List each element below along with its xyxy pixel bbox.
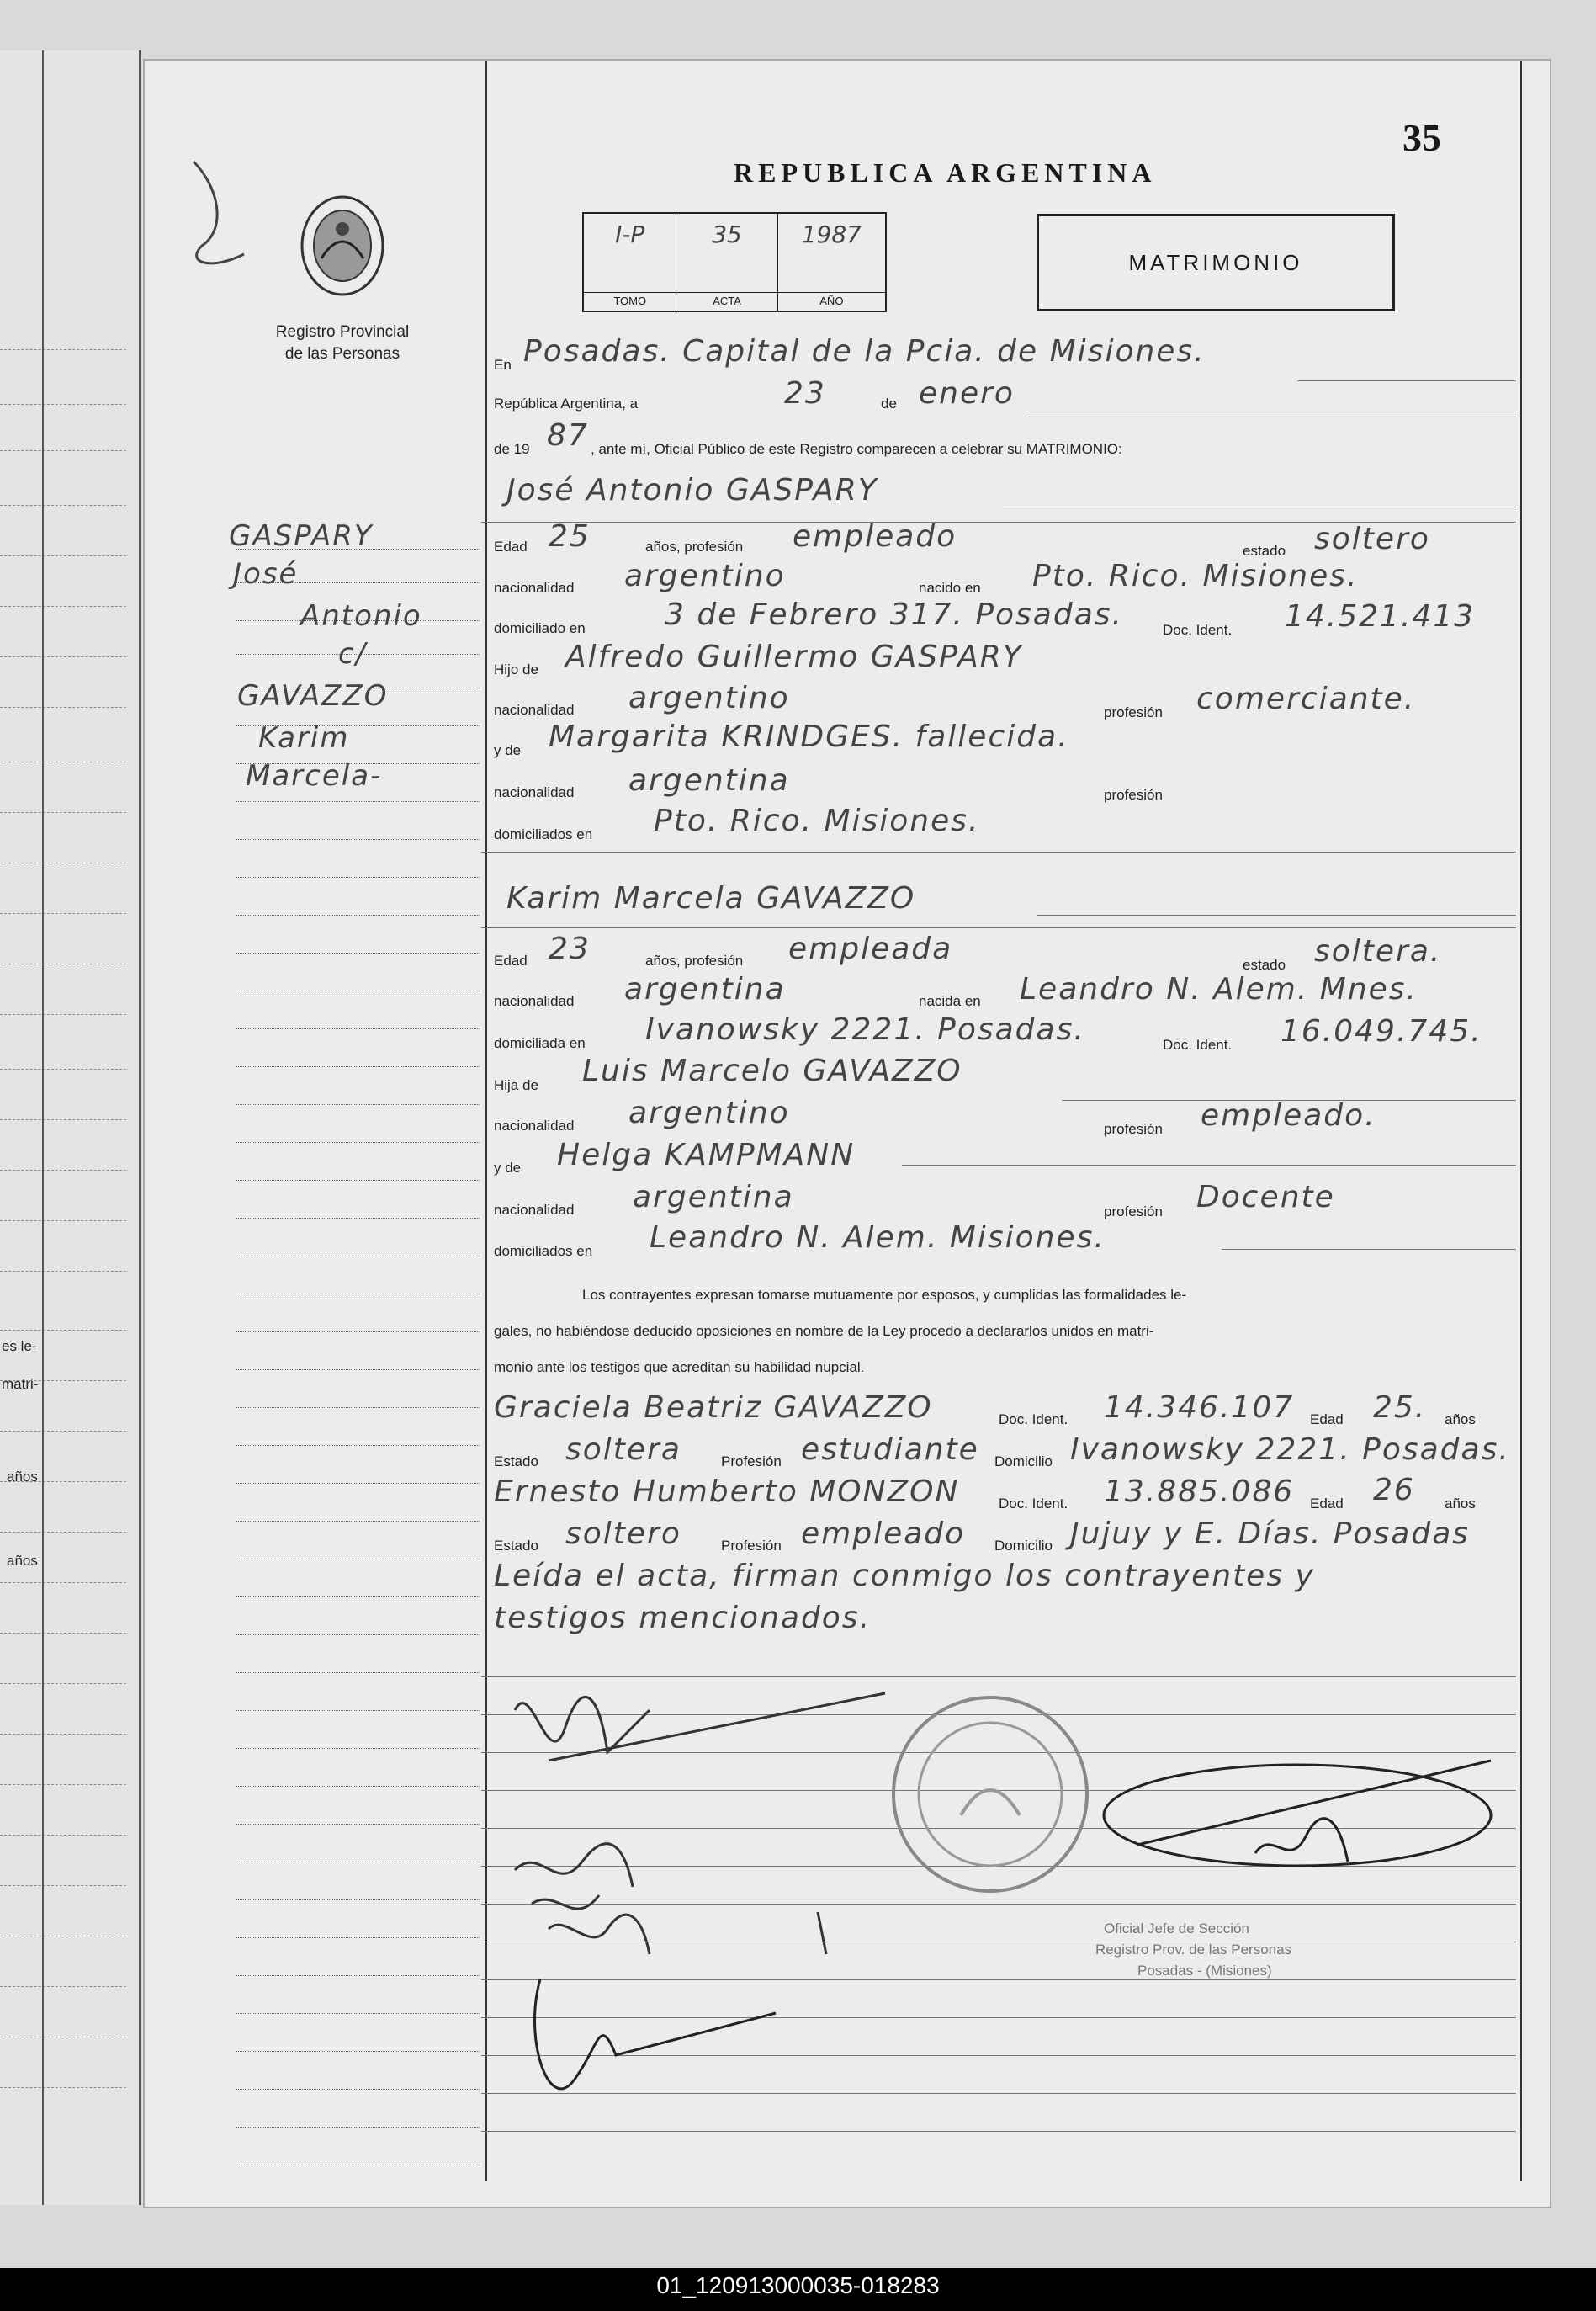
label-domiciliada: domiciliada en bbox=[494, 1035, 586, 1051]
label-estado: Estado bbox=[494, 1538, 538, 1554]
witness2-age: 26 bbox=[1373, 1473, 1415, 1507]
witness2-profession: empleado bbox=[801, 1517, 966, 1551]
official-seal-icon bbox=[885, 1689, 1095, 1899]
label-anos: años bbox=[1445, 1411, 1476, 1427]
bride-mother-name: Helga KAMPMANN bbox=[557, 1138, 856, 1172]
witness2-status: soltero bbox=[565, 1517, 681, 1551]
bride-address: Ivanowsky 2221. Posadas. bbox=[645, 1012, 1085, 1047]
witness2-name: Ernesto Humberto MONZON bbox=[494, 1474, 960, 1509]
label-domiciliados: domiciliados en bbox=[494, 1243, 593, 1259]
bride-document: 16.049.745. bbox=[1281, 1014, 1482, 1049]
label-profesion: profesión bbox=[1104, 1121, 1163, 1137]
day-value: 23 bbox=[784, 376, 826, 411]
bride-birthplace: Leandro N. Alem. Mnes. bbox=[1020, 972, 1418, 1007]
place-value: Posadas. Capital de la Pcia. de Misiones. bbox=[523, 334, 1206, 369]
witness2-document: 13.885.086 bbox=[1104, 1474, 1295, 1509]
label-nacionalidad: nacionalidad bbox=[494, 1202, 575, 1218]
label-doc-ident: Doc. Ident. bbox=[1163, 1037, 1233, 1053]
groom-full-name: José Antonio GASPARY bbox=[506, 473, 878, 507]
tomo-label: TOMO bbox=[584, 292, 676, 307]
groom-father-profession: comerciante. bbox=[1196, 682, 1416, 716]
groom-nationality: argentino bbox=[624, 559, 786, 593]
document-id: 01_120913000035-018283 bbox=[656, 2272, 940, 2298]
acta-label: ACTA bbox=[676, 292, 777, 307]
bride-father-profession: empleado. bbox=[1201, 1098, 1376, 1133]
margin-name-1b: Antonio bbox=[300, 599, 422, 633]
groom-parents-address: Pto. Rico. Misiones. bbox=[654, 804, 980, 838]
label-domicilio: Domicilio bbox=[994, 1538, 1053, 1554]
certificate-page bbox=[143, 59, 1551, 2208]
groom-mother-name: Margarita KRINDGES. fallecida. bbox=[549, 720, 1069, 754]
label-en: En bbox=[494, 357, 512, 373]
label-profesion: Profesión bbox=[721, 1453, 782, 1469]
country-title: REPUBLICA ARGENTINA bbox=[734, 157, 1157, 188]
anio-label: AÑO bbox=[778, 292, 885, 307]
anio-value: 1987 bbox=[801, 220, 862, 248]
groom-father-nationality: argentino bbox=[628, 681, 790, 715]
bride-mother-nationality: argentina bbox=[633, 1180, 794, 1214]
margin-name-2b: Marcela- bbox=[246, 759, 383, 793]
groom-father-name: Alfredo Guillermo GASPARY bbox=[565, 640, 1023, 674]
witness2-address: Jujuy y E. Días. Posadas bbox=[1070, 1517, 1471, 1551]
label-estado: Estado bbox=[494, 1453, 538, 1469]
label-domiciliados: domiciliados en bbox=[494, 826, 593, 842]
record-type: MATRIMONIO bbox=[1128, 249, 1303, 275]
label-nacionalidad: nacionalidad bbox=[494, 784, 575, 800]
bride-profession: empleada bbox=[788, 932, 953, 966]
label-profesion: Profesión bbox=[721, 1538, 782, 1554]
label-profesion: profesión bbox=[1104, 787, 1163, 803]
label-edad: Edad bbox=[494, 539, 528, 555]
registry-name: Registro Provincial de las Personas bbox=[275, 323, 410, 363]
stamp-line-2: Registro Prov. de las Personas bbox=[1095, 1942, 1292, 1958]
label-nacionalidad: nacionalidad bbox=[494, 993, 575, 1009]
closing-line-2: testigos mencionados. bbox=[494, 1601, 872, 1635]
label-domicilio: Domicilio bbox=[994, 1453, 1053, 1469]
preamble-text: , ante mí, Oficial Público de este Registro comparecen a celebrar su MATRIMONIO: bbox=[591, 441, 1122, 457]
label-nacido: nacido en bbox=[919, 580, 981, 596]
stamp-line-1: Oficial Jefe de Sección bbox=[1104, 1921, 1249, 1936]
label-profesion: profesión bbox=[1104, 704, 1163, 720]
label-nacionalidad: nacionalidad bbox=[494, 702, 575, 718]
bride-full-name: Karim Marcela GAVAZZO bbox=[506, 881, 916, 916]
left-page-fragment: matri- bbox=[2, 1376, 39, 1392]
label-de19: de 19 bbox=[494, 441, 530, 457]
witness1-name: Graciela Beatriz GAVAZZO bbox=[494, 1390, 933, 1425]
year-value: 87 bbox=[547, 418, 589, 453]
witness1-age: 25. bbox=[1373, 1390, 1427, 1425]
bride-parents-address: Leandro N. Alem. Misiones. bbox=[650, 1220, 1106, 1255]
declaration-line-3: monio ante los testigos que acreditan su habilidad nupcial. bbox=[494, 1359, 865, 1375]
label-doc-ident: Doc. Ident. bbox=[999, 1496, 1068, 1511]
label-estado: estado bbox=[1243, 957, 1286, 973]
coat-of-arms-icon bbox=[296, 191, 389, 300]
closing-line-1: Leída el acta, firman conmigo los contrayentes y bbox=[494, 1559, 1315, 1593]
witness1-address: Ivanowsky 2221. Posadas. bbox=[1070, 1432, 1510, 1467]
record-reference-box bbox=[582, 212, 887, 312]
margin-surname-1: GASPARY bbox=[229, 519, 374, 553]
bride-age: 23 bbox=[549, 932, 591, 966]
previous-page-edge bbox=[0, 50, 141, 2205]
bride-status: soltera. bbox=[1314, 934, 1442, 969]
margin-name-2a: Karim bbox=[258, 721, 350, 755]
stamp-line-3: Posadas - (Misiones) bbox=[1137, 1963, 1272, 1979]
bride-father-nationality: argentino bbox=[628, 1096, 790, 1130]
tomo-value: I-P bbox=[615, 220, 645, 248]
left-page-fragment: es le- bbox=[2, 1338, 37, 1354]
groom-address: 3 de Febrero 317. Posadas. bbox=[665, 598, 1123, 632]
margin-name-1a: José bbox=[233, 557, 299, 591]
label-hija-de: Hija de bbox=[494, 1077, 538, 1093]
label-republica: República Argentina, a bbox=[494, 396, 639, 412]
label-de: de bbox=[881, 396, 897, 412]
groom-document: 14.521.413 bbox=[1285, 599, 1476, 634]
label-nacida: nacida en bbox=[919, 993, 981, 1009]
label-anos: años bbox=[1445, 1496, 1476, 1511]
acta-value: 35 bbox=[712, 220, 742, 248]
label-doc-ident: Doc. Ident. bbox=[999, 1411, 1068, 1427]
bride-nationality: argentina bbox=[624, 972, 786, 1007]
groom-status: soltero bbox=[1314, 522, 1430, 556]
label-anos-profesion: años, profesión bbox=[645, 539, 744, 555]
label-domiciliado: domiciliado en bbox=[494, 620, 586, 636]
page-number: 35 bbox=[1402, 116, 1441, 159]
label-edad: Edad bbox=[1310, 1411, 1344, 1427]
label-nacionalidad: nacionalidad bbox=[494, 580, 575, 596]
margin-conjunction: c/ bbox=[338, 637, 368, 671]
bride-father-name: Luis Marcelo GAVAZZO bbox=[582, 1054, 962, 1088]
label-profesion: profesión bbox=[1104, 1203, 1163, 1219]
left-page-fragment: años bbox=[7, 1553, 38, 1569]
left-page-fragment: años bbox=[7, 1469, 38, 1485]
official-signature-graphic bbox=[1087, 1735, 1524, 1904]
margin-initial-mark bbox=[168, 153, 252, 271]
label-edad: Edad bbox=[494, 953, 528, 969]
groom-age: 25 bbox=[549, 519, 591, 554]
declaration-line-1: Los contrayentes expresan tomarse mutuamente por esposos, y cumplidas las formalidades le- bbox=[582, 1287, 1187, 1303]
witness1-profession: estudiante bbox=[801, 1432, 979, 1467]
label-anos-profesion: años, profesión bbox=[645, 953, 744, 969]
label-estado: estado bbox=[1243, 543, 1286, 559]
label-nacionalidad: nacionalidad bbox=[494, 1118, 575, 1134]
groom-profession: empleado bbox=[793, 519, 957, 554]
declaration-line-2: gales, no habiéndose deducido oposiciones en nombre de la Ley procedo a declararlos unidos en matri- bbox=[494, 1323, 1154, 1339]
label-hijo-de: Hijo de bbox=[494, 661, 538, 677]
record-type-box bbox=[1037, 214, 1395, 311]
month-value: enero bbox=[919, 376, 1015, 411]
margin-surname-2: GAVAZZO bbox=[237, 679, 389, 713]
witness1-status: soltera bbox=[565, 1432, 681, 1467]
label-doc-ident: Doc. Ident. bbox=[1163, 622, 1233, 638]
groom-birthplace: Pto. Rico. Misiones. bbox=[1032, 559, 1359, 593]
label-edad: Edad bbox=[1310, 1496, 1344, 1511]
bride-mother-profession: Docente bbox=[1196, 1180, 1335, 1214]
label-y-de: y de bbox=[494, 742, 522, 758]
witness1-document: 14.346.107 bbox=[1104, 1390, 1295, 1425]
margin-divider bbox=[485, 61, 487, 2181]
label-y-de: y de bbox=[494, 1160, 522, 1176]
groom-mother-nationality: argentina bbox=[628, 763, 790, 798]
